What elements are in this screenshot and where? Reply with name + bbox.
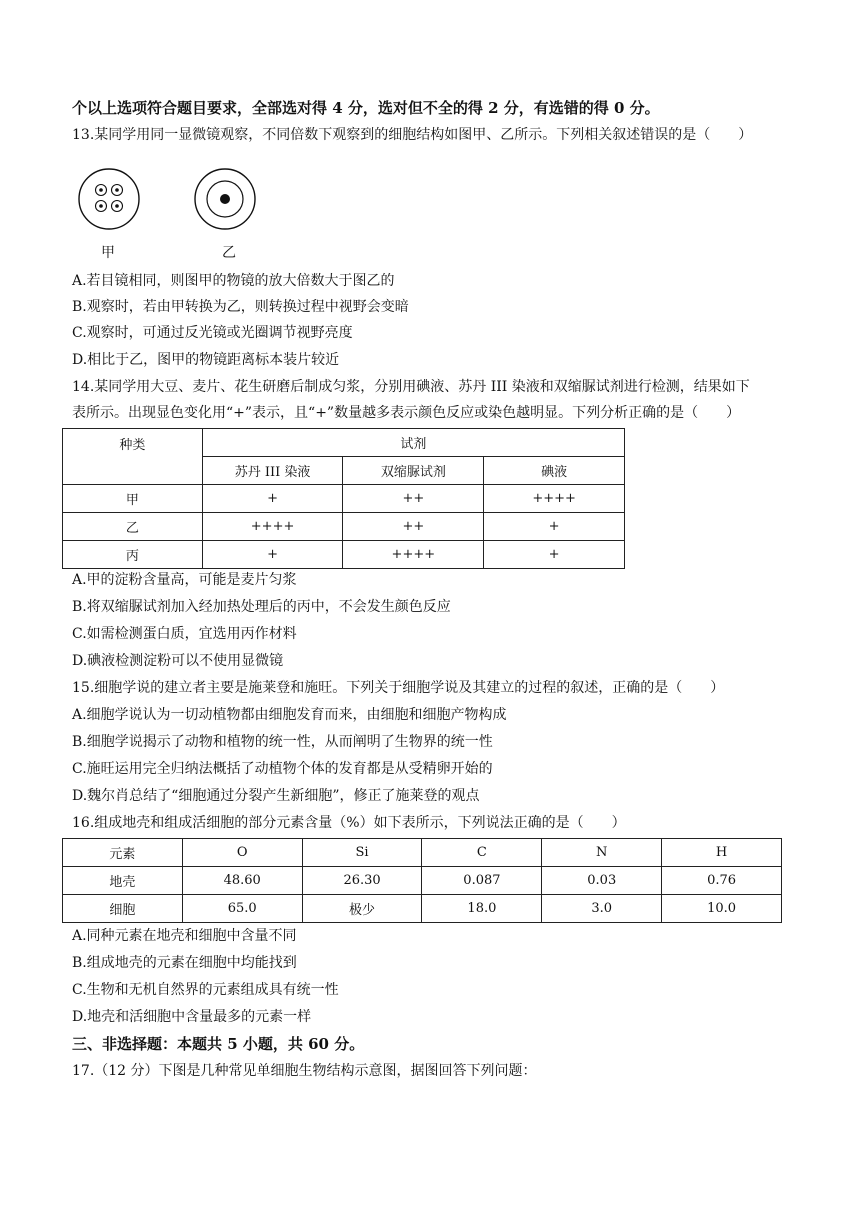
microscope-view-jia bbox=[74, 166, 146, 238]
col-header: 元素 bbox=[63, 839, 183, 867]
table-row bbox=[63, 485, 625, 513]
option-16a: A.同种元素在地壳和细胞中含量不同 bbox=[72, 928, 297, 944]
option-14d: D.碘液检测淀粉可以不使用显微镜 bbox=[72, 653, 284, 669]
section-3-heading: 三、非选择题：本题共 5 小题，共 60 分。 bbox=[72, 1035, 365, 1053]
question-16: 16.组成地壳和组成活细胞的部分元素含量（%）如下表所示，下列说法正确的是（ ） bbox=[72, 815, 626, 831]
table-cell: ++ bbox=[343, 513, 484, 541]
table-cell: 10.0 bbox=[662, 895, 782, 923]
instruction-text: 个以上选项符合题目要求，全部选对得 4 分，选对但不全的得 2 分，有选错的得 0 分。 bbox=[72, 99, 660, 117]
table-cell: 地壳 bbox=[63, 867, 183, 895]
table-row bbox=[63, 541, 625, 569]
table-cell: 极少 bbox=[302, 895, 422, 923]
table-cell: + bbox=[484, 541, 625, 569]
option-15c: C.施旺运用完全归纳法概括了动植物个体的发育都是从受精卵开始的 bbox=[72, 761, 493, 777]
row-name: 甲 bbox=[63, 485, 203, 513]
table-row bbox=[63, 895, 782, 923]
table-cell: 0.087 bbox=[422, 867, 542, 895]
question-14-line2: 表所示。出现显色变化用“+”表示，且“+”数量越多表示颜色反应或染色越明显。下列分析正确的是（ ） bbox=[72, 405, 741, 421]
col-header: H bbox=[662, 839, 782, 867]
header-kind: 种类 bbox=[63, 429, 203, 485]
table-cell: ++++ bbox=[202, 513, 343, 541]
col-header: 碘液 bbox=[484, 457, 625, 485]
question-13: 13.某同学用同一显微镜观察，不同倍数下观察到的细胞结构如图甲、乙所示。下列相关叙述错误的是（ ） bbox=[72, 127, 753, 143]
table-cell: ++++ bbox=[484, 485, 625, 513]
table-cell: 3.0 bbox=[542, 895, 662, 923]
table-row bbox=[63, 867, 782, 895]
col-header: C bbox=[422, 839, 542, 867]
table-cell: 65.0 bbox=[182, 895, 302, 923]
option-13b: B.观察时，若由甲转换为乙，则转换过程中视野会变暗 bbox=[72, 299, 409, 315]
table-row bbox=[63, 513, 625, 541]
header-reagent: 试剂 bbox=[202, 429, 624, 457]
option-15a: A.细胞学说认为一切动植物都由细胞发育而来，由细胞和细胞产物构成 bbox=[72, 707, 507, 723]
microscope-view-yi bbox=[190, 166, 262, 238]
option-14b: B.将双缩脲试剂加入经加热处理后的丙中，不会发生颜色反应 bbox=[72, 599, 451, 615]
option-16b: B.组成地壳的元素在细胞中均能找到 bbox=[72, 955, 297, 971]
table-cell: 18.0 bbox=[422, 895, 542, 923]
table-cell: 48.60 bbox=[182, 867, 302, 895]
figure-label-jia: 甲 bbox=[101, 245, 115, 261]
option-13a: A.若目镜相同，则图甲的物镜的放大倍数大于图乙的 bbox=[72, 273, 395, 289]
table-cell: + bbox=[202, 541, 343, 569]
table-cell: 0.76 bbox=[662, 867, 782, 895]
figure-label-yi: 乙 bbox=[222, 245, 236, 261]
option-14a: A.甲的淀粉含量高，可能是麦片匀浆 bbox=[72, 572, 297, 588]
option-14c: C.如需检测蛋白质，宜选用丙作材料 bbox=[72, 626, 297, 642]
col-header: 苏丹 III 染液 bbox=[202, 457, 343, 485]
row-name: 乙 bbox=[63, 513, 203, 541]
table-cell: ++ bbox=[343, 485, 484, 513]
table-cell: 细胞 bbox=[63, 895, 183, 923]
question-15: 15.细胞学说的建立者主要是施莱登和施旺。下列关于细胞学说及其建立的过程的叙述，正确的是（ ） bbox=[72, 680, 725, 696]
table-header-row bbox=[63, 839, 782, 867]
table-q14 bbox=[62, 428, 625, 569]
option-13c: C.观察时，可通过反光镜或光圈调节视野亮度 bbox=[72, 325, 353, 341]
table-cell: + bbox=[202, 485, 343, 513]
question-17: 17.（12 分）下图是几种常见单细胞生物结构示意图，据图回答下列问题： bbox=[72, 1063, 537, 1079]
option-16c: C.生物和无机自然界的元素组成具有统一性 bbox=[72, 982, 339, 998]
row-name: 丙 bbox=[63, 541, 203, 569]
col-header: O bbox=[182, 839, 302, 867]
col-header: 双缩脲试剂 bbox=[343, 457, 484, 485]
question-14-line1: 14.某同学用大豆、麦片、花生研磨后制成匀浆，分别用碘液、苏丹 III 染液和双缩脲试剂进行检测，结果如下 bbox=[72, 379, 750, 395]
table-cell: ++++ bbox=[343, 541, 484, 569]
option-15d: D.魏尔肖总结了“细胞通过分裂产生新细胞”，修正了施莱登的观点 bbox=[72, 788, 480, 804]
col-header: N bbox=[542, 839, 662, 867]
option-16d: D.地壳和活细胞中含量最多的元素一样 bbox=[72, 1009, 312, 1025]
option-13d: D.相比于乙，图甲的物镜距离标本装片较近 bbox=[72, 352, 340, 368]
option-15b: B.细胞学说揭示了动物和植物的统一性，从而阐明了生物界的统一性 bbox=[72, 734, 493, 750]
table-q16 bbox=[62, 838, 782, 923]
table-cell: 26.30 bbox=[302, 867, 422, 895]
col-header: Si bbox=[302, 839, 422, 867]
table-cell: 0.03 bbox=[542, 867, 662, 895]
table-cell: + bbox=[484, 513, 625, 541]
